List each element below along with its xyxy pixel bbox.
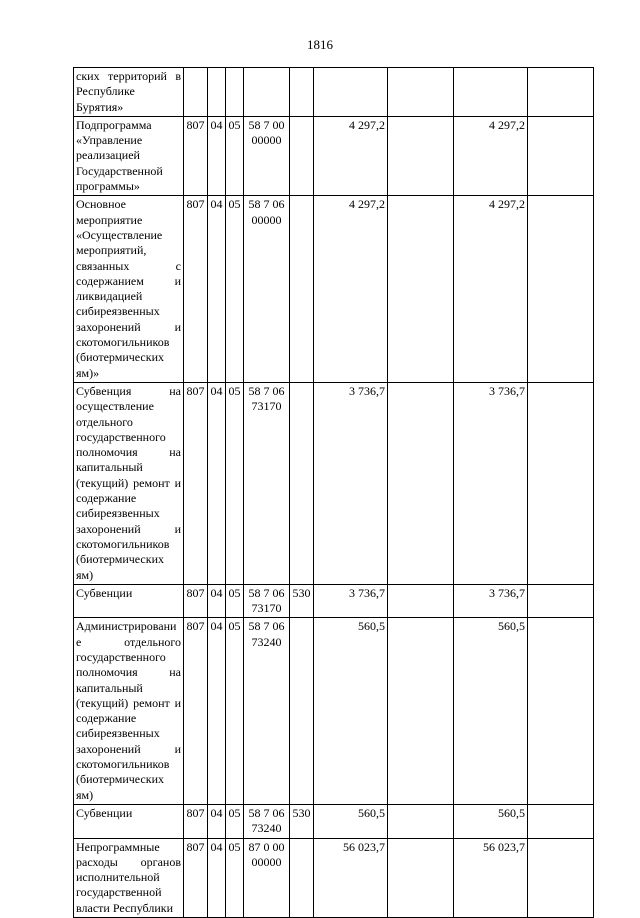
vr-cell bbox=[290, 618, 314, 805]
vr-cell: 530 bbox=[290, 584, 314, 618]
pr-cell: 05 bbox=[226, 196, 244, 383]
pr-cell: 05 bbox=[226, 838, 244, 917]
sum-cell-2 bbox=[388, 618, 454, 805]
sum-cell-4 bbox=[528, 838, 594, 917]
pr-cell: 05 bbox=[226, 382, 244, 584]
rz-cell bbox=[208, 68, 226, 117]
table-row bbox=[74, 116, 594, 195]
rz-cell: 04 bbox=[208, 116, 226, 195]
sum-cell-2 bbox=[388, 196, 454, 383]
sum-cell-1: 3 736,7 bbox=[314, 382, 388, 584]
grbs-cell: 807 bbox=[184, 618, 208, 805]
row-name: Непрограммные расходы органов исполнительной государственной власти Республики bbox=[74, 838, 184, 917]
csr-cell: 58 7 06 73170 bbox=[244, 382, 290, 584]
vr-cell bbox=[290, 68, 314, 117]
sum-cell-4 bbox=[528, 196, 594, 383]
vr-cell bbox=[290, 196, 314, 383]
row-name: Администрирование отдельного государственного полномочия на капитальный (текущий) ремонт и содержание сибиреязвенных захоронений и скотомогильников (биотермических ям) bbox=[74, 618, 184, 805]
sum-cell-1: 56 023,7 bbox=[314, 838, 388, 917]
vr-cell: 530 bbox=[290, 804, 314, 838]
sum-cell-2 bbox=[388, 804, 454, 838]
sum-cell-3: 3 736,7 bbox=[454, 382, 528, 584]
table-row bbox=[74, 584, 594, 618]
sum-cell-1: 4 297,2 bbox=[314, 196, 388, 383]
csr-cell bbox=[244, 68, 290, 117]
sum-cell-4 bbox=[528, 68, 594, 117]
page-number: 1816 bbox=[307, 37, 333, 52]
sum-cell-2 bbox=[388, 68, 454, 117]
table-row bbox=[74, 618, 594, 805]
sum-cell-1: 560,5 bbox=[314, 804, 388, 838]
sum-cell-3: 4 297,2 bbox=[454, 196, 528, 383]
grbs-cell: 807 bbox=[184, 196, 208, 383]
sum-cell-2 bbox=[388, 838, 454, 917]
csr-cell: 58 7 06 73240 bbox=[244, 618, 290, 805]
table-row bbox=[74, 382, 594, 584]
grbs-cell: 807 bbox=[184, 584, 208, 618]
sum-cell-1: 4 297,2 bbox=[314, 116, 388, 195]
sum-cell-3 bbox=[454, 68, 528, 117]
sum-cell-1: 3 736,7 bbox=[314, 584, 388, 618]
sum-cell-2 bbox=[388, 116, 454, 195]
csr-cell: 87 0 00 00000 bbox=[244, 838, 290, 917]
sum-cell-4 bbox=[528, 116, 594, 195]
vr-cell bbox=[290, 116, 314, 195]
sum-cell-3: 4 297,2 bbox=[454, 116, 528, 195]
sum-cell-4 bbox=[528, 804, 594, 838]
sum-cell-1: 560,5 bbox=[314, 618, 388, 805]
sum-cell-4 bbox=[528, 584, 594, 618]
sum-cell-1 bbox=[314, 68, 388, 117]
pr-cell bbox=[226, 68, 244, 117]
vr-cell bbox=[290, 838, 314, 917]
table-row bbox=[74, 68, 594, 117]
sum-cell-4 bbox=[528, 618, 594, 805]
table-row bbox=[74, 196, 594, 383]
sum-cell-3: 560,5 bbox=[454, 618, 528, 805]
budget-table bbox=[73, 67, 594, 918]
sum-cell-2 bbox=[388, 584, 454, 618]
vr-cell bbox=[290, 382, 314, 584]
row-name: Субвенция на осуществление отдельного государственного полномочия на капитальный (текущий) ремонт и содержание сибиреязвенных захоронений и скотомогильников (биотермических ям) bbox=[74, 382, 184, 584]
sum-cell-3: 3 736,7 bbox=[454, 584, 528, 618]
rz-cell: 04 bbox=[208, 804, 226, 838]
sum-cell-3: 56 023,7 bbox=[454, 838, 528, 917]
csr-cell: 58 7 06 73170 bbox=[244, 584, 290, 618]
pr-cell: 05 bbox=[226, 584, 244, 618]
csr-cell: 58 7 06 00000 bbox=[244, 196, 290, 383]
rz-cell: 04 bbox=[208, 618, 226, 805]
sum-cell-3: 560,5 bbox=[454, 804, 528, 838]
row-name: Основное мероприятие «Осуществление мероприятий, связанных с содержанием и ликвидацией сибиреязвенных захоронений и скотомогильников (биотермических ям)» bbox=[74, 196, 184, 383]
csr-cell: 58 7 00 00000 bbox=[244, 116, 290, 195]
csr-cell: 58 7 06 73240 bbox=[244, 804, 290, 838]
row-name: Субвенции bbox=[74, 584, 184, 618]
row-name: ских территорий в Республике Бурятия» bbox=[74, 68, 184, 117]
row-name: Подпрограмма «Управление реализацией Государственной программы» bbox=[74, 116, 184, 195]
grbs-cell bbox=[184, 68, 208, 117]
pr-cell: 05 bbox=[226, 804, 244, 838]
sum-cell-4 bbox=[528, 382, 594, 584]
pr-cell: 05 bbox=[226, 618, 244, 805]
rz-cell: 04 bbox=[208, 382, 226, 584]
rz-cell: 04 bbox=[208, 584, 226, 618]
rz-cell: 04 bbox=[208, 838, 226, 917]
grbs-cell: 807 bbox=[184, 382, 208, 584]
table-body bbox=[74, 68, 594, 918]
rz-cell: 04 bbox=[208, 196, 226, 383]
pr-cell: 05 bbox=[226, 116, 244, 195]
sum-cell-2 bbox=[388, 382, 454, 584]
table-row bbox=[74, 838, 594, 917]
grbs-cell: 807 bbox=[184, 804, 208, 838]
grbs-cell: 807 bbox=[184, 838, 208, 917]
row-name: Субвенции bbox=[74, 804, 184, 838]
grbs-cell: 807 bbox=[184, 116, 208, 195]
table-row bbox=[74, 804, 594, 838]
